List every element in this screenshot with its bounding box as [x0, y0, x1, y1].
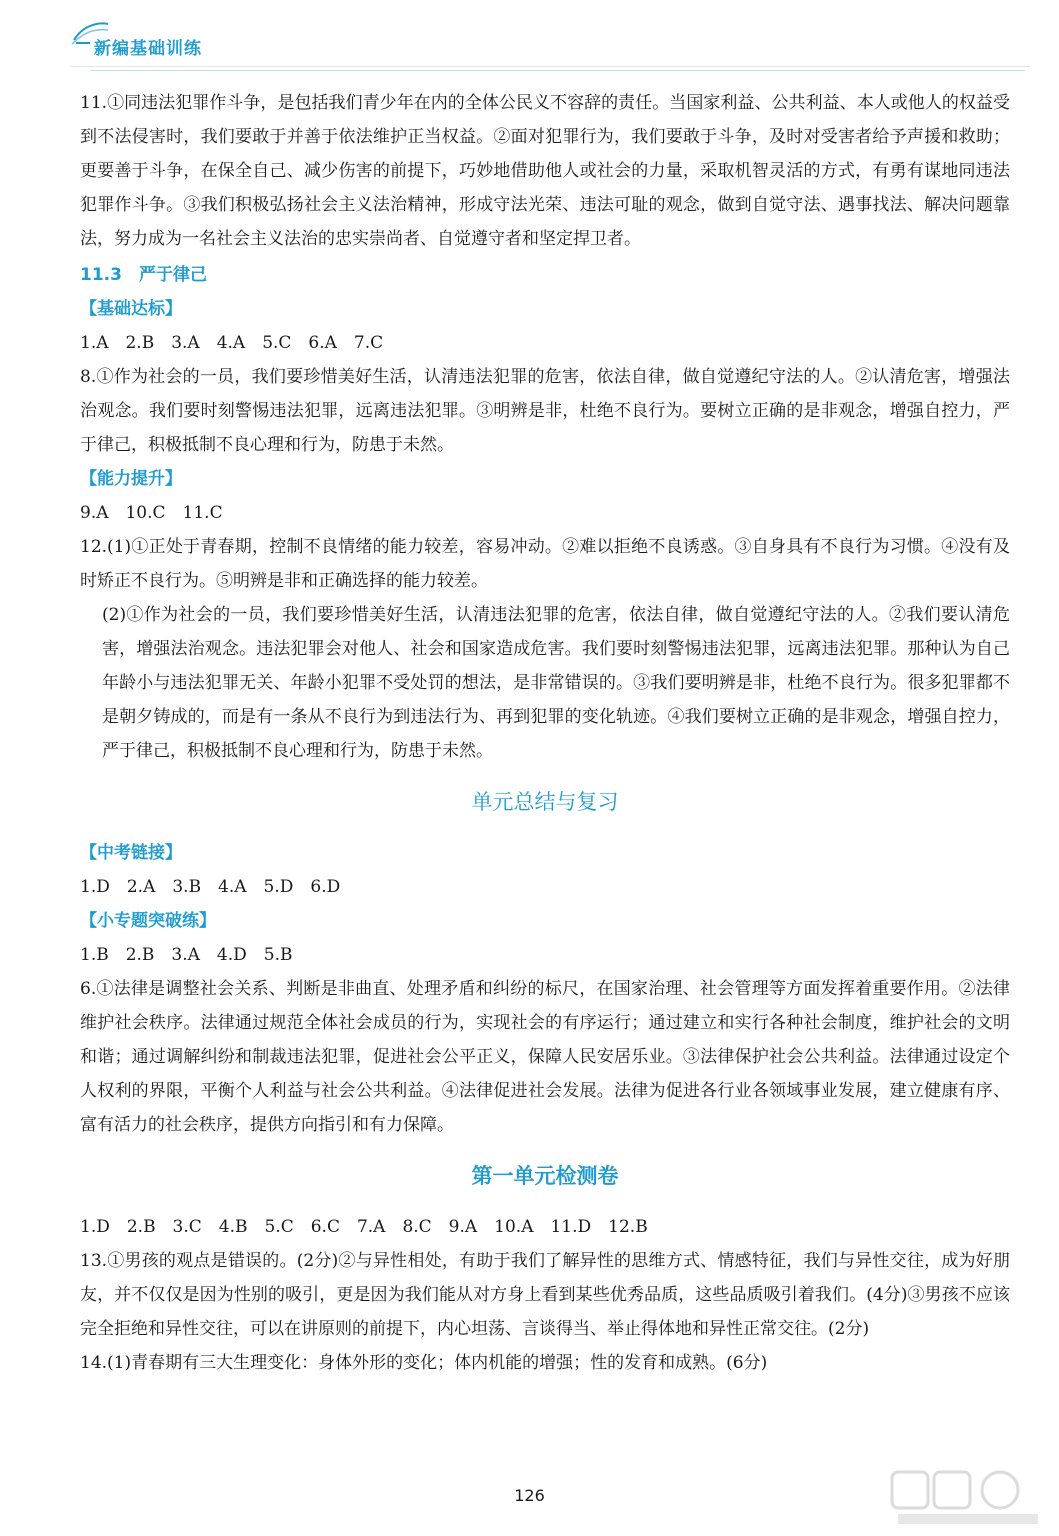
watermark-logo-icon: [888, 1468, 1048, 1530]
section-tag: 【小专题突破练】: [80, 911, 216, 931]
header-rule: [90, 70, 1025, 71]
paragraph: 11.①同违法犯罪作斗争，是包括我们青少年在内的全体公民义不容辞的责任。当国家利益、公共利益、本人或他人的权益受到不法侵害时，我们要敢于并善于依法维护正当权益。②面对犯罪行为，我们要敢于斗争，及时对受害者给予声援和救助；更要善于斗争，在保全自己、减少伤害的前提下，巧妙地借助他人或社会的力量，采取机智灵活的方式，有勇有谋地同违法犯罪作斗争。③我们积极弘扬社会主义法治精神，形成守法光荣、违法可耻的观念，做到自觉守法、遇事找法、解决问题靠法，努力成为一名社会主义法治的忠实崇尚者、自觉遵守者和坚定捍卫者。: [80, 93, 1010, 249]
paragraph: 12.(1)①正处于青春期，控制不良情绪的能力较差，容易冲动。②难以拒绝不良诱惑。③自身具有不良行为习惯。④没有及时矫正不良行为。⑤明辨是非和正确选择的能力较差。: [80, 537, 1010, 591]
unit-test-title: 第一单元检测卷: [471, 1164, 619, 1188]
answer-list: 1.D 2.A 3.B 4.A 5.D 6.D: [80, 877, 341, 897]
answer-list: 9.A 10.C 11.C: [80, 503, 223, 523]
unit-summary-title: 单元总结与复习: [471, 790, 619, 814]
answer-list: 1.B 2.B 3.A 4.D 5.B: [80, 945, 293, 965]
paragraph: 14.(1)青春期有三大生理变化：身体外形的变化；体内机能的增强；性的发育和成熟。(6分): [80, 1353, 768, 1373]
paragraph: 6.①法律是调整社会关系、判断是非曲直、处理矛盾和纠纷的标尺，在国家治理、社会管理等方面发挥着重要作用。②法律维护社会秩序。法律通过规范全体社会成员的行为，实现社会的有序运行；通过建立和实行各种社会制度，维护社会的文明和谐；通过调解纠纷和制裁违法犯罪，促进社会公平正义，保障人民安居乐业。③法律保护社会公共利益。法律通过设定个人权利的界限，平衡个人利益与社会公共利益。④法律促进社会发展。法律为促进各行业各领域事业发展，建立健康有序、富有活力的社会秩序，提供方向指引和有力保障。: [80, 979, 1010, 1135]
section-tag: 【基础达标】: [80, 299, 182, 319]
section-title: 11.3 严于律己: [80, 265, 207, 285]
section-tag: 【中考链接】: [80, 843, 182, 863]
sub-paragraph: (2)①作为社会的一员，我们要珍惜美好生活，认清违法犯罪的危害，依法自律，做自觉遵纪守法的人。②我们要认清危害，增强法治观念。违法犯罪会对他人、社会和国家造成危害。我们要时刻警惕违法犯罪，远离违法犯罪。那种认为自己年龄小与违法犯罪无关、年龄小犯罪不受处罚的想法，是非常错误的。③我们要明辨是非，杜绝不良行为。很多犯罪都不是朝夕铸成的，而是有一条从不良行为到违法行为、再到犯罪的变化轨迹。④我们要树立正确的是非观念，增强自控力，严于律己，积极抵制不良心理和行为，防患于未然。: [102, 605, 1010, 761]
answer-list: 1.A 2.B 3.A 4.A 5.C 6.A 7.C: [80, 333, 384, 353]
paragraph: 8.①作为社会的一员，我们要珍惜美好生活，认清违法犯罪的危害，依法自律，做自觉遵纪守法的人。②认清危害，增强法治观念。我们要时刻警惕违法犯罪，远离违法犯罪。③明辨是非，杜绝不良行为。要树立正确的是非观念，增强自控力，严于律己，积极抵制不良心理和行为，防患于未然。: [80, 367, 1010, 455]
answer-list: 1.D 2.B 3.C 4.B 5.C 6.C 7.A 8.C 9.A 10.A 11.D 12.B: [80, 1217, 648, 1237]
answer-content: [80, 86, 1010, 1380]
page-header: [0, 0, 1059, 80]
section-tag: 【能力提升】: [80, 469, 182, 489]
page-number: 126: [514, 1486, 545, 1505]
paragraph: 13.①男孩的观点是错误的。(2分)②与异性相处，有助于我们了解异性的思维方式、情感特征，我们与异性交往，成为好朋友，并不仅仅是因为性别的吸引，更是因为我们能从对方身上看到某些优秀品质，这些品质吸引着我们。(4分)③男孩不应该完全拒绝和异性交往，可以在讲原则的前提下，内心坦荡、言谈得当、举止得体地和异性正常交往。(2分): [80, 1251, 1010, 1339]
header-title: 新编基础训练: [94, 39, 202, 59]
header-divider: [70, 66, 1030, 67]
